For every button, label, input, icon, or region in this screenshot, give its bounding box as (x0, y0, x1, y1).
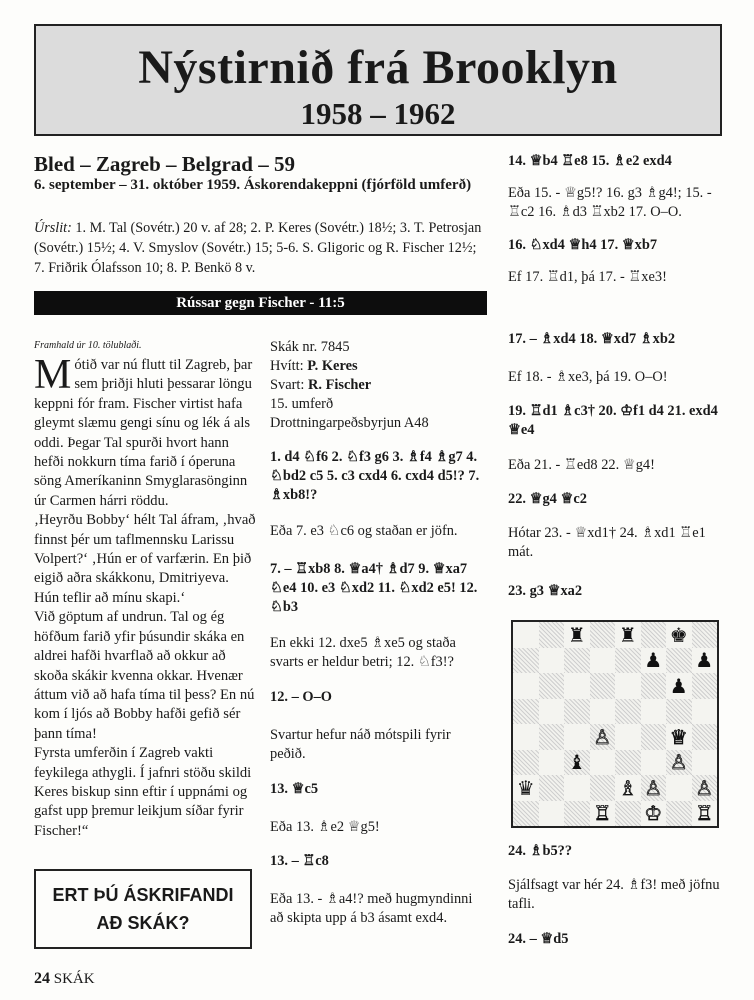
board-square (615, 622, 641, 648)
board-square (513, 775, 539, 801)
board-square (590, 699, 616, 725)
board-square (666, 750, 692, 776)
black-player: R. Fischer (307, 377, 372, 393)
move-comment: Ef 17. ♖d1, þá 17. - ♖xe3! (508, 269, 667, 285)
board-square (513, 750, 539, 776)
move-line: 23. g3 ♕xa2 (508, 583, 583, 599)
subscribe-box (34, 869, 252, 949)
subscribe-line-2: AÐ SKÁK? (96, 913, 190, 933)
black-pawn-icon: ♟ (669, 673, 688, 698)
board-square (666, 699, 692, 725)
board-square (564, 724, 590, 750)
board-square (539, 648, 565, 674)
board-square (590, 648, 616, 674)
move-line: 24. – ♕d5 (508, 931, 569, 947)
board-square (564, 648, 590, 674)
board-square (513, 699, 539, 725)
board-square (590, 673, 616, 699)
board-square (692, 801, 718, 827)
board-square (590, 801, 616, 827)
move-line: 24. ♗b5?? (508, 843, 573, 859)
white-king-icon: ♔ (644, 801, 663, 826)
event-results (34, 218, 490, 278)
move-comment: Ef 18. - ♗xe3, þá 19. O–O! (508, 369, 668, 385)
subscribe-line-1: ERT ÞÚ ÁSKRIFANDI (52, 885, 234, 905)
page-number: 24 (34, 970, 50, 987)
board-square (539, 622, 565, 648)
continued-note: Framhald úr 10. tölublaði. (34, 340, 142, 351)
move-line: 22. ♕g4 ♕c2 (508, 491, 587, 507)
board-square (641, 673, 667, 699)
board-square (666, 775, 692, 801)
game-white (270, 357, 484, 376)
board-square (641, 622, 667, 648)
move-comment: Svartur hefur náð mótspili fyrir peðið. (270, 727, 451, 762)
board-square (641, 648, 667, 674)
story-column (34, 352, 256, 841)
board-square (692, 724, 718, 750)
board-square (615, 673, 641, 699)
board-square (641, 724, 667, 750)
board-square (513, 622, 539, 648)
board-square (590, 750, 616, 776)
move-comment: Eða 7. e3 ♘c6 og staðan er jöfn. (270, 523, 458, 539)
board-square (692, 622, 718, 648)
move-comment: Eða 15. - ♕g5!? 16. g3 ♗g4!; 15. - ♖c2 16. ♗d3 ♖xb2 17. O–O. (508, 185, 712, 220)
move-comment: Eða 13. - ♗a4!? með hugmyndinni að skipta upp á b3 ásamt exd4. (270, 891, 473, 926)
board-square (692, 673, 718, 699)
move-line: 13. – ♖c8 (270, 853, 329, 869)
board-square (513, 801, 539, 827)
white-rook-icon: ♖ (593, 801, 612, 826)
board-square (564, 750, 590, 776)
board-square (564, 699, 590, 725)
white-bishop-icon: ♗ (618, 775, 637, 800)
board-square (666, 673, 692, 699)
white-rook-icon: ♖ (695, 801, 714, 826)
black-queen-icon: ♛ (516, 775, 535, 800)
move-line: 14. ♕b4 ♖e8 15. ♗e2 exd4 (508, 153, 672, 169)
story-paragraph-3: Við göptum af undrun. Tal og ég höfðum farið yfir þúsundir skáka en aldrei hafði hvarflað að okkur að skoða skákir kvenna okkar. Hvenær áttum við að hafa tíma til þess? En nú kom í ljós að Bobby hafði gefið sér þann tíma! (34, 609, 255, 742)
board-square (666, 648, 692, 674)
white-player: P. Keres (307, 358, 358, 374)
black-king-icon: ♚ (669, 622, 688, 647)
move-line: 13. ♕c5 (270, 781, 319, 797)
board-square (692, 699, 718, 725)
board-square (539, 699, 565, 725)
black-pawn-icon: ♟ (695, 648, 714, 673)
board-square (539, 801, 565, 827)
black-label: Svart: (270, 377, 305, 393)
move-comment: Eða 21. - ♖ed8 22. ♕g4! (508, 457, 655, 473)
move-line: 12. – O–O (270, 689, 332, 705)
board-square (641, 750, 667, 776)
move-comment: Sjálfsagt var hér 24. ♗f3! með jöfnu tafli. (508, 877, 720, 912)
white-pawn-icon: ♙ (669, 750, 688, 775)
move-line: 7. – ♖xb8 8. ♕a4† ♗d7 9. ♕xa7 ♘e4 10. e3 ♘xd2 11. ♘xd2 e5! 12. ♘b3 (270, 561, 478, 615)
page-footer (34, 970, 95, 988)
board-square (641, 699, 667, 725)
board-square (615, 750, 641, 776)
black-rook-icon: ♜ (567, 622, 586, 647)
board-square (590, 775, 616, 801)
move-line: 1. d4 ♘f6 2. ♘f3 g6 3. ♗f4 ♗g7 4. ♘bd2 c5 5. c3 cxd4 6. cxd4 d5!? 7. ♗xb8!? (270, 449, 480, 503)
section-banner: Rússar gegn Fischer - 11:5 (34, 291, 487, 315)
board-square (692, 750, 718, 776)
board-square (615, 699, 641, 725)
board-square (564, 622, 590, 648)
results-text: 1. M. Tal (Sovétr.) 20 v. af 28; 2. P. Keres (Sovétr.) 18½; 3. T. Petrosjan (Sovétr.) 15½; 4. V. Smyslov (Sovétr.) 15; 5-6. S. Gligoric og R. Fischer 12½; 7. Friðrik Ólafsson 10; 8. P. Benkö 8 v. (34, 220, 482, 276)
board-square (615, 801, 641, 827)
white-pawn-icon: ♙ (695, 775, 714, 800)
page-subtitle-years: 1958 – 1962 (300, 96, 456, 131)
board-square (539, 750, 565, 776)
white-pawn-icon: ♙ (644, 775, 663, 800)
board-square (513, 648, 539, 674)
board-square (539, 673, 565, 699)
board-square (692, 775, 718, 801)
game-round: 15. umferð (270, 396, 334, 412)
white-queen-icon: ♕ (669, 724, 688, 749)
event-title: Bled – Zagreb – Belgrad – 59 (34, 152, 295, 176)
board-square (513, 673, 539, 699)
game-black (270, 376, 484, 395)
board-square (564, 673, 590, 699)
move-line: 19. ♖d1 ♗c3† 20. ♔f1 d4 21. exd4 ♕e4 (508, 403, 718, 438)
board-square (539, 775, 565, 801)
board-square (590, 724, 616, 750)
move-comment: Hótar 23. - ♕xd1† 24. ♗xd1 ♖e1 mát. (508, 525, 706, 560)
board-square (615, 724, 641, 750)
story-paragraph-4: Fyrsta umferðin í Zagreb vakti feykilega athygli. Í jafnri stöðu skildi Keres biskup sinn eftir í uppnámi og gafst upp þremur leikjum síðar fyrir Fischer!“ (34, 745, 252, 839)
page-title: Nýstirnið frá Brooklyn (138, 41, 618, 94)
page-header (34, 24, 722, 136)
board-square (666, 724, 692, 750)
drop-cap: M (34, 352, 72, 398)
board-square (615, 648, 641, 674)
board-square (641, 801, 667, 827)
game-number: Skák nr. 7845 (270, 339, 350, 355)
move-comment: En ekki 12. dxe5 ♗xe5 og staða svarts er heldur betri; 12. ♘f3!? (270, 635, 456, 670)
board-square (641, 775, 667, 801)
chess-diagram (511, 620, 719, 828)
black-pawn-icon: ♟ (644, 648, 663, 673)
magazine-name: SKÁK (53, 971, 95, 987)
move-line: 16. ♘xd4 ♕h4 17. ♕xb7 (508, 237, 658, 253)
story-text-1: ótið var nú flutt til Zagreb, þar sem þriðji hluti þessarar löngu keppni fór fram. Fischer virtist hafa gleymt slæmu gengi sínu og lék á als oddi. Þegar Tal spurði hvort hann hefði nokkurn tíma farið í óperuna söng Ameríkaninn Smyglarasönginn úr Carmen hárri röddu. (34, 357, 253, 509)
story-paragraph-2: ‚Heyrðu Bobby‘ hélt Tal áfram, ‚hvað finnst þér um taflmennsku Larissu Volpert?‘ ‚Hún er of varfærin. En þið eigið aðra skákkonu, Dmitriyeva. Hún teflir að mínu skapi.‘ (34, 512, 256, 606)
black-bishop-icon: ♝ (567, 750, 586, 775)
game-opening: Drottningarpeðsbyrjun A48 (270, 415, 429, 431)
board-square (615, 775, 641, 801)
board-square (564, 775, 590, 801)
white-label: Hvítt: (270, 358, 304, 374)
board-square (692, 648, 718, 674)
move-comment: Eða 13. ♗e2 ♕g5! (270, 819, 380, 835)
game-header (270, 338, 484, 433)
black-rook-icon: ♜ (618, 622, 637, 647)
board-square (666, 801, 692, 827)
results-label: Úrslit: (34, 220, 72, 236)
move-line: 17. – ♗xd4 18. ♕xd7 ♗xb2 (508, 331, 676, 347)
board-square (539, 724, 565, 750)
board-square (564, 801, 590, 827)
board-square (590, 622, 616, 648)
board-square (666, 622, 692, 648)
event-dates: 6. september – 31. október 1959. Áskorendakeppni (fjórföld umferð) (34, 177, 472, 193)
story-paragraph-1 (34, 352, 256, 511)
white-pawn-icon: ♙ (593, 724, 612, 749)
board-square (513, 724, 539, 750)
